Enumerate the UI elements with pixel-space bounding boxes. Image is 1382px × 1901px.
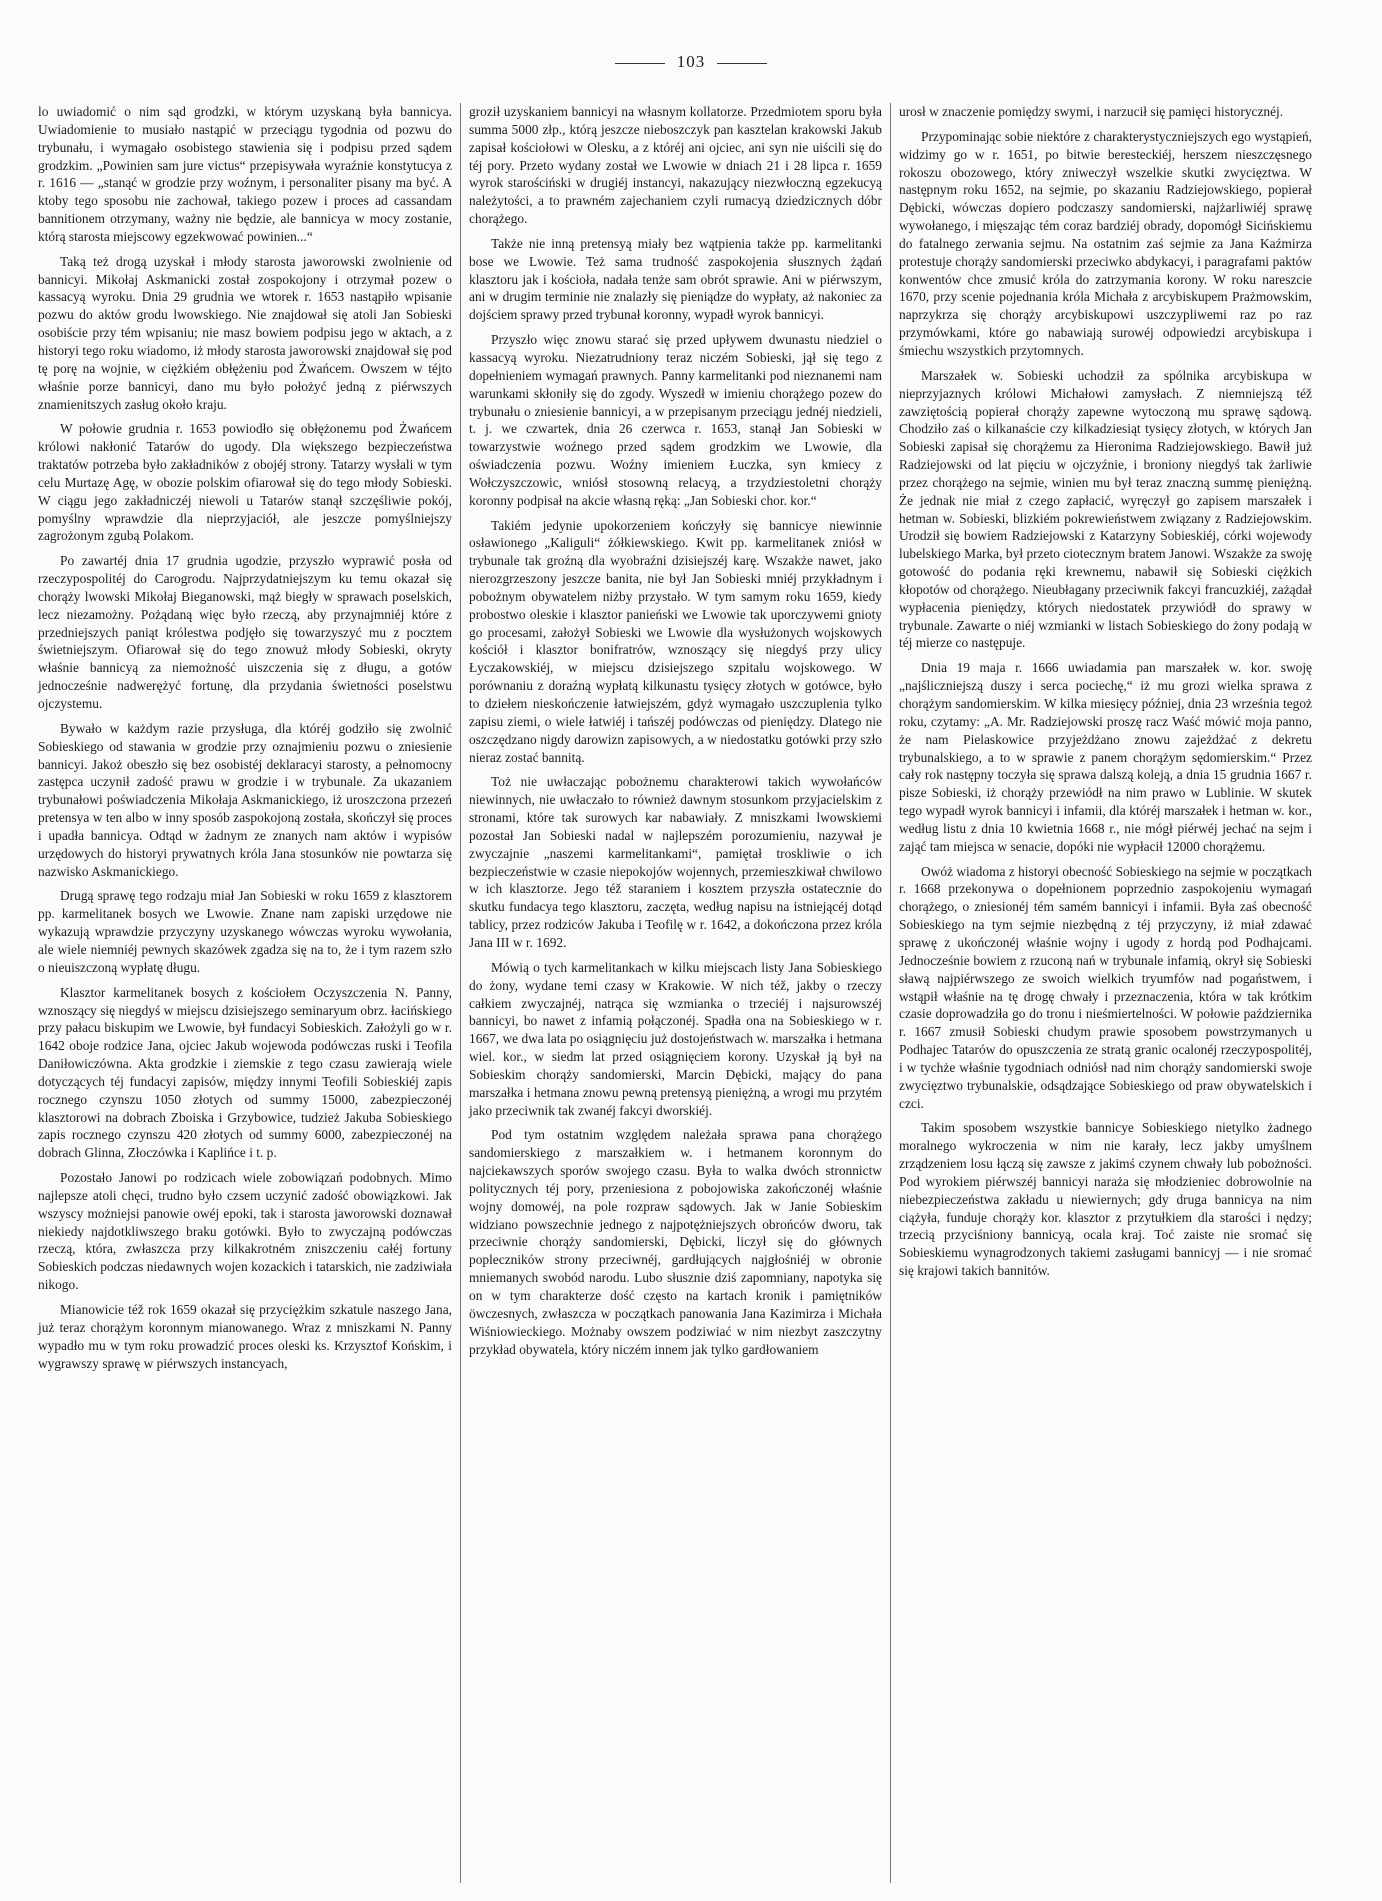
column-right [890,103,1320,1883]
column-left [30,103,460,1883]
paragraph: Marszałek w. Sobieski uchodził za spólnika arcybiskupa w nieprzyjaznych królowi Michałowi zamysłach. Z niemniejszą též zawziętością popierał chorąży zapewne wytoczoną mu sprawę sądową. Chodziło zaś o kilkanaście czy kilkadziesiąt tysięcy złotych, w których Jan Sobieski zapisał się chorążemu za Hieronima Radziejowskiego. Bawił już Radziejowski od lat pięciu w ojczyźnie, i broniony niegdyś tak żarliwie przez chorążego na sejmie, winien mu był teraz znaczną summę pieniężną. Że jednak nie miał z czego zapłacić, wyręczył go zapisem marszałek i hetman w. Sobieski, blizkiém pokrewieństwem związany z Radziejowskim. Urodził się bowiem Radziejowski z Katarzyny Sobieskiéj, córki wojewody lubelskiego Marka, był przeto ciotecznym bratem Janowi. Wszakże za swoję gotowość do podania ręki krewnemu, nabawił się Sobieski ciężkich kłopotów od chorążego. Nieubłagany przeciwnik fakcyi francuzkiéj, zażądał wypłacenia pieniędzy, których niedostatek przywiódł do sprawy w trybunale. Zawarte o niéj wzmianki w listach Sobieskiego do żony podają w téj mierze co następuje. [899,367,1312,651]
paragraph: lo uwiadomić o nim sąd grodzki, w którym uzyskaną była bannicya. Uwiadomienie to musiało nastąpić w przeciągu tygodnia od pozwu do trybunału, i wymagało osobistego stawienia się i podpisu przed sądem grodzkim. „Powinien sam jure victus“ przepisywała wyraźnie konstytucya z r. 1616 — „stanąć w grodzie przy woźnym, i personaliter pisany ma być. A ktoby tego sposobu nie zachował, takiego pozew i proces ad cassandam bannitionem otrzymany, ważny nie będzie, ale bannicya w mocy zostanie, którą starosta miejscowy egzekwować powinien...“ [38,104,452,244]
page-header [0,52,1382,72]
column-middle [460,103,890,1883]
paragraph: Przypominając sobie niektóre z charakterystyczniejszych ego wystąpień, widzimy go w r. 1651, po bitwie beresteckiéj, herszem nieszczęsnego rokoszu obozowego, który zniweczył wszelkie skutki zwycięztwa. W następnym roku 1652, na sejmie, po skazaniu Radziejowskiego, popierał Dębicki, wówczas dopiero podczaszy sandomierski, najżarliwiéj sprawę wywołanego, i mięszając tém coraz bardziéj obrady, dopomógł Sicińskiemu do fatalnego zerwania sejmu. Na ostatnim zaś sejmie za Jana Kaźmirza protestuje chorąży sandomierski przeciwko abdykacyi, i paragrafami paktów konwentów chce zmusić króla do zatrzymania korony. W roku nareszcie 1670, przy scenie pojednania króla Michała z arcybiskupem Prażmowskim, naprzykrza się chorąży arcybiskupowi uszczypliwemi raz po raz przymówkami, które go nabawiają surowéj odpowiedzi arcybiskupa i śmiechu wszystkich przytomnych. [899,128,1312,358]
header-rule-right [717,63,767,64]
page-number: 103 [676,52,706,71]
header-rule-left [615,63,665,64]
paragraph: Takim sposobem wszystkie bannicye Sobieskiego nietylko żadnego moralnego wykroczenia w nim nie karały, lecz jakby umyślnem zrządzeniem losu łączą się zawsze z jakimś czynem chwały lub pobożności. Pod wyrokiem piérwszéj bannicyi naraża się młodzieniec dobrowolnie na niebezpieczeństwa zakładu u niewiernych; gdy druga bannicya na nim ciążyła, funduje chorąży kor. klasztor z przytułkiem dla starości i nędzy; trzecią przyciśniony bannicyą, ocala kraj. Toć zaiste nie sromać się Sobieskiemu wynagrodzonych takiemi zasługami bannicyj — i nie sromać się krajowi takich bannitów. [899,1120,1312,1279]
paragraph: Po zawartéj dnia 17 grudnia ugodzie, przyszło wyprawić posła od rzeczypospolitéj do Carogrodu. Najprzydatniejszym ku temu okazał się chorąży lwowski Mikołaj Bieganowski, mąż biegły w sprawach poselskich, lecz niezamożny. Pożądaną więc było rzeczą, aby przynajmniéj które z przedniejszych paniąt królestwa podjęło się towarzyszyć mu z pocztem świetniejszym. Ofiarował się do tego znowuż młody Sobieski, okryty właśnie bannicyą za niemożność uiszczenia się z długu, a gotów jednocześnie nadwerężyć fortunę, dla przydania świetności poselstwu ojczystemu. [38,553,452,711]
paragraph: Mianowicie též rok 1659 okazał się przyciężkim szkatule naszego Jana, już teraz chorążym koronnym mianowanego. Wraz z mniszkami N. Panny wypadło mu w tym roku prowadzić proces oleski ks. Krzysztof Końskim, i wygrawszy sprawę w piérwszych instancyach, [38,1302,452,1371]
paragraph: groził uzyskaniem bannicyi na własnym kollatorze. Przedmiotem sporu była summa 5000 złp., którą jeszcze nieboszczyk pan kasztelan krakowski Jakub zapisał kościołowi w Olesku, a z któréj ani ojciec, ani syn nie uiścili się do téj pory. Przeto wydany został we Lwowie w dniach 21 i 28 lipca r. 1659 wyrok starościński w drugiéj instancyi, nakazujący niezwłoczną egzekucyą należytości, a to prawném zajechaniem czyli rumacyą dziedzicznych dóbr chorążego. [469,104,882,227]
paragraph: Pod tym ostatnim względem należała sprawa pana chorążego sandomierskiego z marszałkiem w. i hetmanem koronnym do najciekawszych sporów swojego czasu. Była to walka dwóch stronnictw politycznych téj pory, przeniesiona z pobojowiska zakończonéj właśnie wojny domowéj, na pole rozpraw sądowych. Jak w Janie Sobieskim widziano powszechnie jednego z najpotężniejszych obrońców dworu, tak przeciwnie chorąży sandomierski, Dębicki, liczył się do głównych popleczników strony przeciwnéj, gardłujących najgłośniéj w obronie mniemanych swobód narodu. Lubo słusznie dziś zapomniany, napotyka się on w tym charakterze dość często na kartach kronik i pamiętników öwczesnych, zwłaszcza w początkach panowania Jana Kazimirza i Michała Wiśniowieckiego. Możnaby owszem podziwiać w nim niezbyt zaszczytny przykład obywatela, który niczém innem jak tylko gardłowaniem [469,1127,882,1357]
paragraph: Dnia 19 maja r. 1666 uwiadamia pan marszałek w. kor. swoję „najśliczniejszą duszy i serca pociechę,“ iż mu grozi wielka sprawa z chorążym sandomierskim. W kilka miesięcy później, dnia 23 września tegoż roku, czytamy: „A. Mr. Radziejowski proszę racz Waść mówić moja panno, że nam Pielaskowice przyjeżdżano znowu zajeżdżać z dekretu trybunalskiego, a to w sprawie z panem chorążym sędomierskim.“ Przez cały rok następny toczyła się sprawa dalszą koleją, a dnia 15 grudnia 1667 r. pisze Sobieski, iż chorąży przewiódł na nim prawo w Lublinie. W skutek tego wypadł wyrok bannicyi i infamii, dla któréj marszałek i hetman w. kor., według listu z dnia 10 kwietnia 1668 r., nie mógł piérwéj jechać na sejm i zająć tam miejsca w senacie, dopóki nie wypłacił 12000 chorążemu. [899,660,1312,854]
paragraph: Klasztor karmelitanek bosych z kościołem Oczyszczenia N. Panny, wznoszący się niegdyś w miejscu dzisiejszego seminaryum obrz. łacińskiego przy pałacu biskupim we Lwowie, był fundacyi Sobieskich. Założyli go w r. 1642 oboje rodzice Jana, ojciec Jakub wojewoda podówczas ruski i Teofila Daniłowiczówna. Akta grodzkie i ziemskie z tego czasu zawierają wiele dotyczących téj fundacyi zapisów, między innymi Teofili Sobieskiéj zapis rocznego czynszu 1050 złotych od summy 15000, zabezpieczonéj klasztorowi na dobrach Zboiska i Grzybowice, tudzież Jakuba Sobieskiego zapis rocznego czynszu 420 złotych od summy 6000, zabezpieczonéj na dobrach Glinna, Złoczówka i Kaplińce i t. p. [38,984,452,1161]
paragraph: Owóż wiadoma z historyi obecność Sobieskiego na sejmie w początkach r. 1668 przekonywa o dopełnionem poprzednio zaspokojeniu wymagań chorążego, o zniesionéj tém samém bannicyi i infamii. Była zaś obecność Sobieskiego na tym sejmie niezbędną z téj przyczyny, iż miał zdawać sprawę z ukończonéj właśnie wojny i ugody z hordą pod Podhajcami. Jednocześnie bowiem z rzuconą nań w trybunale infamią, okrył się Sobieski sławą najpiérwszego ze swoich wielkich tryumfów nad pogaństwem, i wstąpił właśnie na tę drogę chwały i przeznaczenia, która w tak krótkim czasie doprowadziła go do tronu i nieśmiertelności. W połowie października r. 1667 zmusił Sobieski chudym prawie sposobem powstrzymanych u Podhajec Tatarów do opuszczenia ze stratą granic ocalonéj rzeczypospolitéj, i w tychże właśnie tygodniach odniósł nad nim chorąży sandomierski swoje zwycięztwo trybunalskie, odsądzające Sobieskiego od praw obywatelskich i czci. [899,863,1312,1111]
paragraph: urosł w znaczenie pomiędzy swymi, i narzucił się pamięci historycznéj. [899,104,1284,119]
paragraph: Także nie inną pretensyą miały bez wątpienia także pp. karmelitanki bose we Lwowie. Też sama trudność zaspokojenia słusznych żądań klasztoru jak i kościoła, nadała tenże sam obrót sprawie. Ani w piérwszym, ani w drugim terminie nie znalazły się pieniądze do wypłaty, aż nakoniec za dojściem sprawy przed trybunał koronny, wypadł wyrok bannicyi. [469,235,882,323]
paragraph: Drugą sprawę tego rodzaju miał Jan Sobieski w roku 1659 z klasztorem pp. karmelitanek bosych we Lwowie. Znane nam zapiski urzędowe nie wykazują wprawdzie przyczyny uzyskanego wówczas wyroku wywołania, ale wiele niemniéj pewnych skazówek zgadza się na to, że i tym razem szło o nieuiszczoną wypłatę długu. [38,888,452,975]
paragraph: Taką też drogą uzyskał i młody starosta jaworowski zwolnienie od bannicyi. Mikołaj Askmanicki został zospokojony i otrzymał pozew o kassacyą wyroku. Dnia 29 grudnia we wtorek r. 1653 nastąpiło wpisanie pozwu do aktów grodu lwowskiego. Nie znajdował się atoli Jan Sobieski osobiście przy tém wpisaniu; nie masz bowiem podpisu jego w aktach, a z historyi tego roku wiadomo, iż młody starosta jaworowski znajdował się pod tę porę na wojnie, w ciężkiém obłężeniu pod Żwańcem. Owszem w téjto właśnie porze bannicyi, dano mu było położyć jedną z piérwszych znamienitszych zasług około kraju. [38,253,452,412]
paragraph: Mówią o tych karmelitankach w kilku miejscach listy Jana Sobieskiego do żony, wydane temi czasy w Krakowie. W nich též, jakby o rzeczy całkiem zwyczajnéj, natrąca się wzmianka o trzeciéj i najsurowszéj bannicyi, bo nawet z infamią połączonéj. Spadła ona na Sobieskiego w r. 1667, we dwa lata po osiągnięciu już dostojeństwach w. marszałka i hetmana wiel. kor., w siedm lat przed osiągnięciem korony. Uzyskał ją był na Sobieskim chorąży sandomierski, Marcin Dębicki, mający do pana marszałka i hetmana znowu pewną pretensyą pieniężną, a wrogi mu przytém jako przeciwnik tak zwanéj fakcyi dworskiéj. [469,959,882,1118]
text-columns [30,103,1348,1883]
paragraph: Takiém jedynie upokorzeniem kończyły się bannicye niewinnie osławionego „Kaliguli“ żółkiewskiego. Kwit pp. karmelitanek zniósł w trybunale tak groźną dla wyobraźni dzisiejszéj karę. Wszakże nawet, jako nierozgrzeszony jeszcze banita, nie był Jan Sobieski mniéj przykładnym i pobożnym obywatelem niżby przystało. W tym samym roku 1659, kiedy probostwo oleskie i klasztor panieński we Lwowie tak uporczywemi gnioty go procesami, założył Sobieski we Lwowie dla wysłużonych wojskowych kościół i klasztor bonifratrów, wznoszący się niegdyś przy ulicy Łyczakowskiéj, w miejscu dzisiejszego szpitalu wojskowego. W porównaniu z doraźną wypłatą kilkunastu tysięcy złotych w gotówce, było to dziełem nieskończenie łatwiejszém, gdyż wymagało uszczuplenia tylko zapisu ziemi, o wiele łatwiéj i tańszéj podówczas od pieniędzy. Dlatego nie oszczędzano nigdy darowizn zapisowych, a w niedostatku gotówki przy szło nieraz zostać bannitą. [469,517,882,765]
paragraph: Przyszło więc znowu starać się przed upływem dwunastu niedziel o kassacyą wyroku. Niezatrudniony teraz niczém Sobieski, jął się tego z dopełnieniem wymagań prawnych. Panny karmelitanki pod nieznanemi nam warunkami skłoniły się do zgody. Wyszedł w imieniu chorążego pozew do trybunału o zniesienie bannicyi, a w przepisanym przeciągu jednéj niedzieli, t. j. we czwartek, dnia 26 czerwca r. 1653, stanął Jan Sobieski w towarzystwie woźnego przed sądem grodzkim we Lwowie, dla oświadczenia pozwu. Woźny imieniem Łuczka, syn kmiecy z Wołczyszczowic, wniósł stosowną relacyą, a trzydziestoletni chorąży koronny podpisał na akcie własną ręką: „Jan Sobieski chor. kor.“ [469,332,882,508]
paragraph: Toż nie uwłaczając pobożnemu charakterowi takich wywołańców niewinnych, nie uwłaczało to również dawnym stosunkom przyjacielskim z stronami, które tak surowych kar nabawiały. Z mniszkami lwowskiemi pozostał Jan Sobieski nadal w najlepszém porozumieniu, nazywał je zwyczajnie „naszemi karmelitankami“, pamiętał troskliwie o ich bezpieczeństwie w czasie niepokojów wojennych, przemieszkiwał chwilowo w ich klasztorze. Jego též staraniem i kosztem przyszła ostatecznie do skutku fundacya tego klasztoru, zaczęta, według napisu na istniejącéj dotąd tablicy, przez rodziców Jakuba i Teofilę w r. 1642, a dokończona przez króla Jana III w r. 1692. [469,774,882,950]
paragraph: W połowie grudnia r. 1653 powiodło się obłężonemu pod Żwańcem królowi nakłonić Tatarów do ugody. Dla większego bezpieczeństwa traktatów potrzeba było zakładników z obojéj strony. Tatarzy wysłali w tym celu Murtazę Agę, w obozie polskim ofiarował się do tego młody Sobieski. W ciągu jego zakładniczéj niewoli u Tatarów stanął szczęśliwie pokój, pomyślny wprawdzie dla nieprzyjaciół, ale jeszcze pomyślniejszy zagrożonym zgubą Polakom. [38,421,452,544]
paragraph: Pozostało Janowi po rodzicach wiele zobowiązań podobnych. Mimo najlepsze atoli chęci, trudno było czsem uczynić zadość obowiązkowi. Jak wszyscy możniejsi panowie owéj epoki, tak i starosta jaworowski doznawał niekiedy najdotkliwszego braku gotówki. Było to zwyczajną podówczas rzeczą, która, zwłaszcza przy kilkakrotném zniszczeniu całéj fortuny Sobieskich podczas niedawnych wojen kozackich i tatarskich, nie zadziwiała nikogo. [38,1170,452,1293]
paragraph: Bywało w każdym razie przysługa, dla któréj godziło się zwolnić Sobieskiego od stawania w grodzie przy oznajmieniu pozwu o zniesienie bannicyi. Jakoż obeszło się bez osobistéj deklaracyi starosty, a pełnomocny zastępca uczynił zadość prawu w grodzie i w trybunale. Za ukazaniem trybunałowi poświadczenia Mikołaja Askmanickiego, iż uroszczona przezeń pretensya w ten albo w inny sposób zaspokojoną została, skończył się proces i upadła bannicya. Odtąd w żadnym ze znanych nam aktów i wypisów urzędowych do historyi prywatnych króla Jana stosunków nie powtarza się nazwisko Askmanickiego. [38,720,452,879]
